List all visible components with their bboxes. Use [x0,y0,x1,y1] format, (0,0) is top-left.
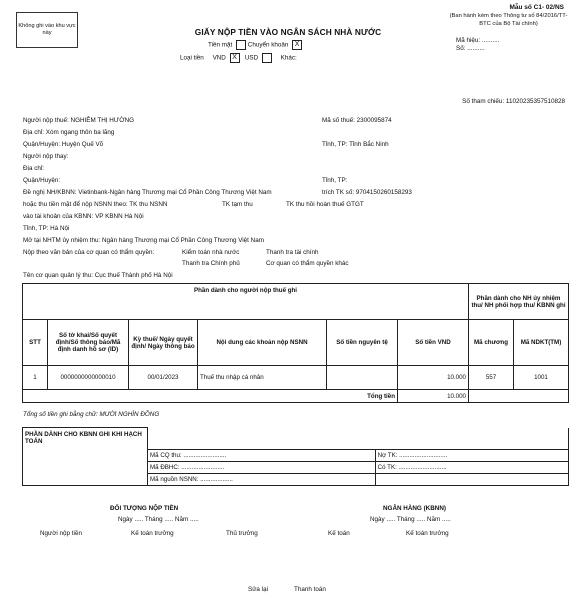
head-sign-label: Thủ trưởng [226,530,258,537]
payer-address: Địa chỉ: Xóm ngang thôn ba lăng [23,129,115,136]
total-amount: 10.000 [398,390,469,403]
total-in-words: Tổng số tiền ghi bằng chữ: MƯỜI NGHÌN ĐỒNG [23,411,160,418]
col-declaration: Số tờ khai/Số quyết định/Số thông báo/Mã định danh hồ sơ (ID) [48,320,129,366]
payer-for-address: Địa chỉ: [23,165,44,172]
state-audit-option: Kiểm toán nhà nước [182,249,240,256]
accounting-empty [375,474,568,486]
col-original-amount: Số tiền nguyên tệ [327,320,398,366]
treasury-account: vào tài khoản của KBNN: VP KBNN Hà Nội [23,213,144,220]
ma-hieu: Mã hiệu: .......... [456,37,500,44]
decision-basis: Nộp theo văn bản của cơ quan có thẩm quyền: [23,249,155,256]
treasury-province: Tỉnh, TP: Hà Nội [23,225,70,232]
cell-content: Thuế thu nhập cá nhân [198,366,327,390]
reserved-area-box: Không ghi vào khu vực này [16,12,78,48]
debit-account: trích TK số: 9704150260158293 [322,189,412,196]
currency-label: Loại tiền [180,54,204,62]
bank-part-header: Phần dành cho NH ủy nhiệm thu/ NH phối hợp thu/ KBNN ghi [469,284,569,320]
payer-name: Người nộp thuế: NGHIÊM THỊ HƯỜNG [23,117,135,124]
col-vnd-amount: Số tiền VND [398,320,469,366]
table-row [23,366,569,390]
cell-stt: 1 [23,366,48,390]
collecting-agency: Tên cơ quan quản lý thu: Cục thuế Thành phố Hà Nội [23,272,173,279]
dbhc-field: Mã ĐBHC: ......................... [148,462,376,474]
usd-label: USD [244,54,259,62]
cash-checkbox[interactable] [236,40,246,50]
col-content: Nội dung các khoản nộp NSNN [198,320,327,366]
usd-checkbox[interactable] [262,53,272,63]
transfer-checkbox[interactable]: X [292,40,302,50]
total-label: Tổng tiền [23,390,398,403]
total-empty-cell [469,390,569,403]
payer-for-district: Quận/Huyện: [23,177,61,184]
no-tk-field: Nợ TK: ............................ [375,450,568,462]
payer-part-header: Phần dành cho người nộp thuế ghi [23,284,469,320]
payment-table [22,283,569,403]
col-stt: STT [23,320,48,366]
other-currency-label: Khác: [280,54,297,62]
pay-button[interactable]: Thanh toán [294,586,326,593]
bank-request: Đề nghị NH/KBNN: Vietinbank-Ngân hàng Thương mại Cổ Phần Công Thương Việt Nam [23,189,272,196]
chief-accountant-sign-label: Kế toán trưởng [131,530,174,537]
col-chapter: Mã chương [469,320,514,366]
co-tk-field: Có TK: ............................ [375,462,568,474]
gov-inspection-option: Thanh tra Chính phủ [182,260,240,267]
cq-thu-field: Mã CQ thu: ......................... [148,450,376,462]
cell-chapter: 557 [469,366,514,390]
vnd-label: VND [212,54,226,62]
form-note: (Ban hành kèm theo Thông tư số 84/2016/TT-BTC của Bộ Tài chính) [449,13,568,27]
accounting-box-title: PHẦN DÀNH CHO KBNN GHI KHI HẠCH TOÁN [23,428,148,486]
collecting-bank: Mở tại NHTM ủy nhiệm thu: Ngân hàng Thương mại Cổ Phần Công Thương Việt Nam [23,237,264,244]
currency-row [180,53,297,63]
reference-number: Số tham chiếu: 11020235357510828 [462,98,565,105]
bank-signature-title: NGÂN HÀNG (KBNN) [383,505,446,512]
edit-button[interactable]: Sửa lại [248,586,268,593]
payment-method-row [208,40,302,50]
tk-temp-option: TK tạm thu [222,201,253,208]
payer-for-province: Tỉnh, TP: [322,177,348,184]
form-number: Mẫu số C1- 02/NS [509,4,564,11]
payer-for: Người nộp thay: [23,153,69,160]
tax-code: Mã số thuế: 2300095874 [322,117,392,124]
transfer-label: Chuyển khoản [247,41,289,49]
col-period: Kỳ thuế/ Ngày quyết định/ Ngày thông báo [129,320,198,366]
cash-payment-option: hoặc thu tiền mặt để nộp NSNN theo: TK thu NSNN [23,201,168,208]
payer-province: Tỉnh, TP: Tỉnh Bắc Ninh [322,141,389,148]
payer-signature-date: Ngày ..... Tháng ..... Năm ..... [118,516,199,523]
payer-signature-title: ĐỐI TƯỢNG NỘP TIỀN [110,505,179,512]
accounting-blank-right [375,428,568,450]
bank-accountant-sign-label: Kế toán [328,530,350,537]
cell-vnd-amount: 10.000 [398,366,469,390]
other-agency-option: Cơ quan có thẩm quyền khác [266,260,349,267]
page-title: GIẤY NỘP TIỀN VÀO NGÂN SÁCH NHÀ NƯỚC [194,27,382,37]
accounting-blank [148,428,376,450]
nguon-field: Mã nguồn NSNN: ................... [148,474,376,486]
cell-declaration: 0000000000000010 [48,366,129,390]
vnd-checkbox[interactable]: X [230,53,240,63]
cell-ndkt: 1001 [514,366,569,390]
bank-chief-accountant-sign-label: Kế toán trưởng [406,530,449,537]
col-ndkt: Mã NDKT(TM) [514,320,569,366]
so-number: Số: .......... [456,45,485,52]
cash-label: Tiền mặt [208,41,233,49]
payer-sign-label: Người nộp tiền [40,530,82,537]
cell-original-amount [327,366,398,390]
finance-inspection-option: Thanh tra tài chính [266,249,319,256]
tk-refund-option: TK thu hồi hoàn thuế GTGT [286,201,364,208]
cell-period: 00/01/2023 [129,366,198,390]
bank-signature-date: Ngày ..... Tháng ..... Năm ..... [370,516,451,523]
accounting-box [22,427,569,486]
payer-district: Quận/Huyện: Huyện Quế Võ [23,141,104,148]
